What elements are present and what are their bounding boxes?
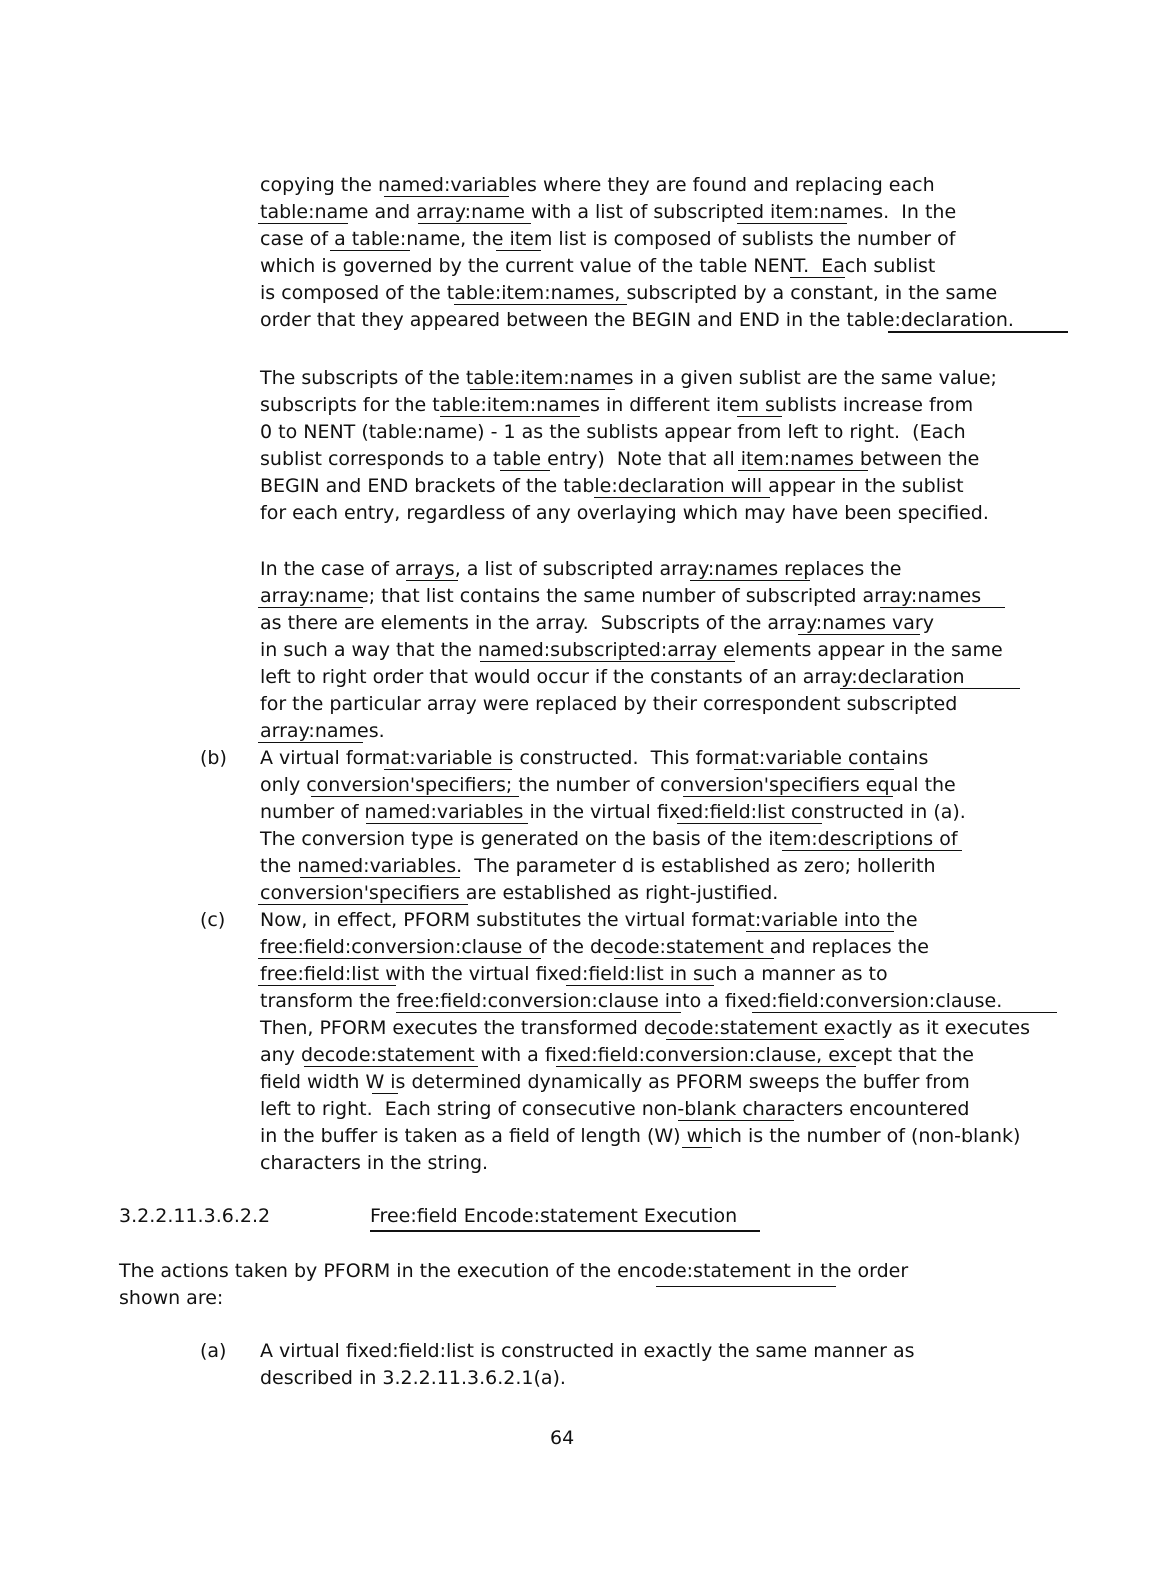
underline-mark [454, 304, 627, 305]
underline-mark [384, 769, 512, 770]
underline-mark [396, 1012, 681, 1013]
text-line: in such a way that the named:subscripted:array elements appear in the same [260, 639, 1003, 661]
underline-mark [678, 1120, 794, 1121]
text-line: A virtual format:variable is constructed. This format:variable contains [260, 747, 929, 769]
underline-mark [556, 1066, 856, 1067]
underline-mark [258, 607, 363, 608]
underline-mark [418, 223, 531, 224]
text-line: The conversion type is generated on the basis of the item:descriptions of [260, 828, 958, 850]
text-line: BEGIN and END brackets of the table:declaration will appear in the sublist [260, 475, 964, 497]
text-line: free:field:conversion:clause of the decode:statement and replaces the [260, 936, 929, 958]
underline-mark [300, 877, 460, 878]
underline-mark [790, 277, 845, 278]
text-line: left to right order that would occur if the constants of an array:declaration [260, 666, 965, 688]
underline-mark [406, 580, 458, 581]
item-label: (a) [200, 1340, 227, 1362]
underline-mark [683, 796, 893, 797]
underline-mark [330, 250, 410, 251]
text-line: table:name and array:name with a list of subscripted item:names. In the [260, 201, 957, 223]
text-line: free:field:list with the virtual fixed:field:list in such a manner as to [260, 963, 888, 985]
text-line: Now, in effect, PFORM substitutes the virtual format:variable into the [260, 909, 918, 931]
underline-mark [258, 223, 348, 224]
underline-mark [258, 742, 363, 743]
underline-mark [480, 661, 735, 662]
text-line: In the case of arrays, a list of subscripted array:names replaces the [260, 558, 902, 580]
underline-mark [372, 1093, 398, 1094]
text-line: the named:variables. The parameter d is established as zero; hollerith [260, 855, 936, 877]
text-line: case of a table:name, the item list is composed of sublists the number of [260, 228, 956, 250]
underline-mark [384, 196, 509, 197]
underline-mark [666, 1039, 844, 1040]
underline-mark [500, 470, 550, 471]
text-line: in the buffer is taken as a field of length (W) which is the number of (non-blank) [260, 1125, 1021, 1147]
underline-mark [682, 1147, 712, 1148]
underline-mark [888, 331, 1068, 333]
text-line: left to right. Each string of consecutive non-blank characters encountered [260, 1098, 970, 1120]
underline-mark [304, 1066, 478, 1067]
underline-mark [798, 634, 920, 635]
underline-mark [311, 796, 519, 797]
underline-mark [258, 904, 468, 905]
underline-mark [690, 580, 810, 581]
underline-mark [496, 250, 541, 251]
underline-mark [440, 416, 580, 417]
underline-mark [470, 389, 615, 390]
text-line: subscripts for the table:item:names in different item sublists increase from [260, 394, 974, 416]
text-line: for the particular array were replaced by their correspondent subscripted [260, 693, 958, 715]
text-line: The actions taken by PFORM in the execution of the encode:statement in the order [119, 1260, 909, 1282]
item-label: (c) [200, 909, 226, 931]
text-line: field width W is determined dynamically as PFORM sweeps the buffer from [260, 1071, 970, 1093]
text-line: array:name; that list contains the same number of subscripted array:names [260, 585, 982, 607]
text-line: for each entry, regardless of any overlaying which may have been specified. [260, 502, 989, 524]
text-line: A virtual fixed:field:list is constructed in exactly the same manner as [260, 1340, 915, 1362]
underline-mark [656, 1286, 836, 1287]
text-line: copying the named:variables where they are found and replacing each [260, 174, 935, 196]
underline-mark [258, 958, 541, 959]
section-title-underline [370, 1230, 760, 1232]
underline-mark [594, 497, 770, 498]
underline-mark [746, 931, 894, 932]
text-line: as there are elements in the array. Subscripts of the array:names vary [260, 612, 934, 634]
underline-mark [258, 985, 396, 986]
text-line: is composed of the table:item:names, subscripted by a constant, in the same [260, 282, 998, 304]
underline-mark [737, 223, 847, 224]
text-line: which is governed by the current value of the table NENT. Each sublist [260, 255, 936, 277]
underline-mark [566, 985, 714, 986]
underline-mark [677, 823, 822, 824]
text-line: Then, PFORM executes the transformed decode:statement exactly as it executes [260, 1017, 1030, 1039]
page-number: 64 [550, 1427, 575, 1449]
underline-mark [752, 1012, 1057, 1013]
text-line: only conversion'specifiers; the number of conversion'specifiers equal the [260, 774, 956, 796]
text-line: conversion'specifiers are established as right-justified. [260, 882, 779, 904]
text-line: number of named:variables in the virtual fixed:field:list constructed in (a). [260, 801, 966, 823]
text-line: order that they appeared between the BEGIN and END in the table:declaration. [260, 309, 1014, 331]
underline-mark [738, 470, 868, 471]
text-line: sublist corresponds to a table entry) Note that all item:names between the [260, 448, 980, 470]
section-number: 3.2.2.11.3.6.2.2 [119, 1205, 271, 1227]
text-line: described in 3.2.2.11.3.6.2.1(a). [260, 1367, 566, 1389]
underline-mark [840, 688, 1020, 689]
text-line: array:names. [260, 720, 385, 742]
text-line: any decode:statement with a fixed:field:conversion:clause, except that the [260, 1044, 974, 1066]
text-line: 0 to NENT (table:name) - 1 as the sublists appear from left to right. (Each [260, 421, 966, 443]
underline-mark [614, 958, 774, 959]
underline-mark [366, 823, 528, 824]
section-title: Free:field Encode:statement Execution [370, 1205, 738, 1227]
underline-mark [734, 769, 894, 770]
text-line: characters in the string. [260, 1152, 489, 1174]
text-line: transform the free:field:conversion:clause into a fixed:field:conversion:clause. [260, 990, 1003, 1012]
underline-mark [880, 607, 1005, 608]
underline-mark [782, 850, 962, 851]
item-label: (b) [200, 747, 227, 769]
text-line: shown are: [119, 1287, 224, 1309]
text-line: The subscripts of the table:item:names in a given sublist are the same value; [260, 367, 997, 389]
underline-mark [737, 416, 782, 417]
